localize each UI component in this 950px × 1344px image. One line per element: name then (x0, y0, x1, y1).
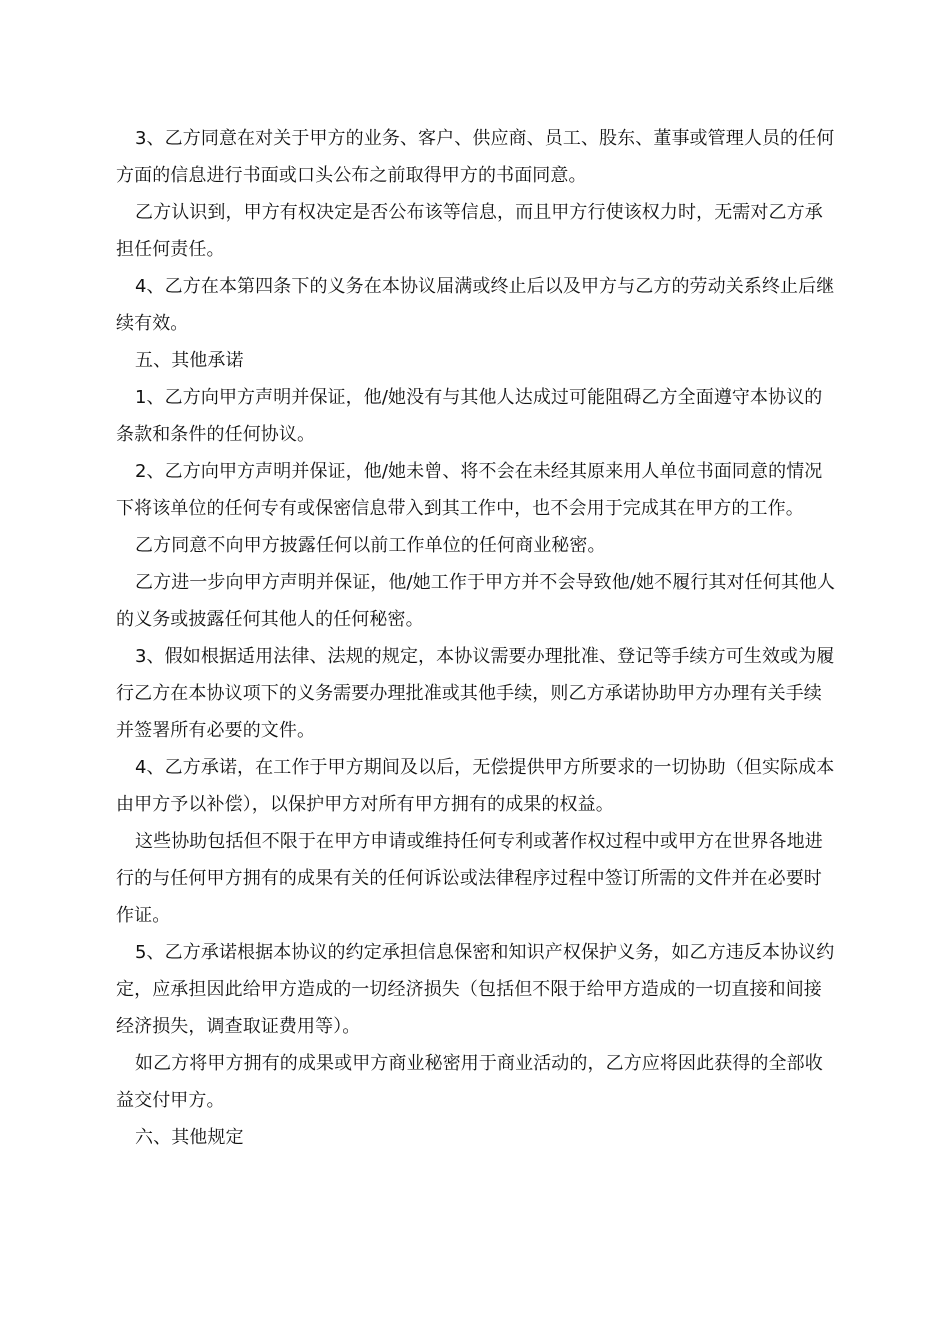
clause-5-5-note: 如乙方将甲方拥有的成果或甲方商业秘密用于商业活动的，乙方应将因此获得的全部收益交付甲方。 (116, 1053, 823, 1111)
clause-4-3-note: 乙方认识到，甲方有权决定是否公布该等信息，而且甲方行使该权力时，无需对乙方承担任何责任。 (116, 202, 823, 260)
clause-5-4-note: 这些协助包括但不限于在甲方申请或维持任何专利或著作权过程中或甲方在世界各地进行的与任何甲方拥有的成果有关的任何诉讼或法律程序过程中签订所需的文件并在必要时作证。 (116, 831, 823, 926)
section-heading-5: 五、其他承诺 (135, 350, 244, 371)
clause-4-3: 3、乙方同意在对关于甲方的业务、客户、供应商、员工、股东、董事或管理人员的任何方面的信息进行书面或口头公布之前取得甲方的书面同意。 (116, 128, 835, 186)
section-heading-6: 六、其他规定 (135, 1127, 244, 1148)
clause-5-2-note-2: 乙方进一步向甲方声明并保证，他/她工作于甲方并不会导致他/她不履行其对任何其他人的义务或披露任何其他人的任何秘密。 (116, 572, 836, 630)
clause-4-4: 4、乙方在本第四条下的义务在本协议届满或终止后以及甲方与乙方的劳动关系终止后继续有效。 (116, 276, 835, 334)
clause-5-5: 5、乙方承诺根据本协议的约定承担信息保密和知识产权保护义务，如乙方违反本协议约定，应承担因此给甲方造成的一切经济损失（包括但不限于给甲方造成的一切直接和间接经济损失，调查取证费用等）。 (116, 942, 835, 1037)
document-body (116, 120, 836, 1156)
clause-5-3: 3、假如根据适用法律、法规的规定，本协议需要办理批准、登记等手续方可生效或为履行乙方在本协议项下的义务需要办理批准或其他手续，则乙方承诺协助甲方办理有关手续并签署所有必要的文件。 (116, 646, 835, 741)
clause-5-2-note-1: 乙方同意不向甲方披露任何以前工作单位的任何商业秘密。 (135, 535, 606, 556)
clause-5-2: 2、乙方向甲方声明并保证，他/她未曾、将不会在未经其原来用人单位书面同意的情况下将该单位的任何专有或保密信息带入到其工作中，也不会用于完成其在甲方的工作。 (116, 461, 823, 519)
clause-5-1: 1、乙方向甲方声明并保证，他/她没有与其他人达成过可能阻碍乙方全面遵守本协议的条款和条件的任何协议。 (116, 387, 823, 445)
clause-5-4: 4、乙方承诺，在工作于甲方期间及以后，无偿提供甲方所要求的一切协助（但实际成本由甲方予以补偿），以保护甲方对所有甲方拥有的成果的权益。 (116, 757, 835, 815)
